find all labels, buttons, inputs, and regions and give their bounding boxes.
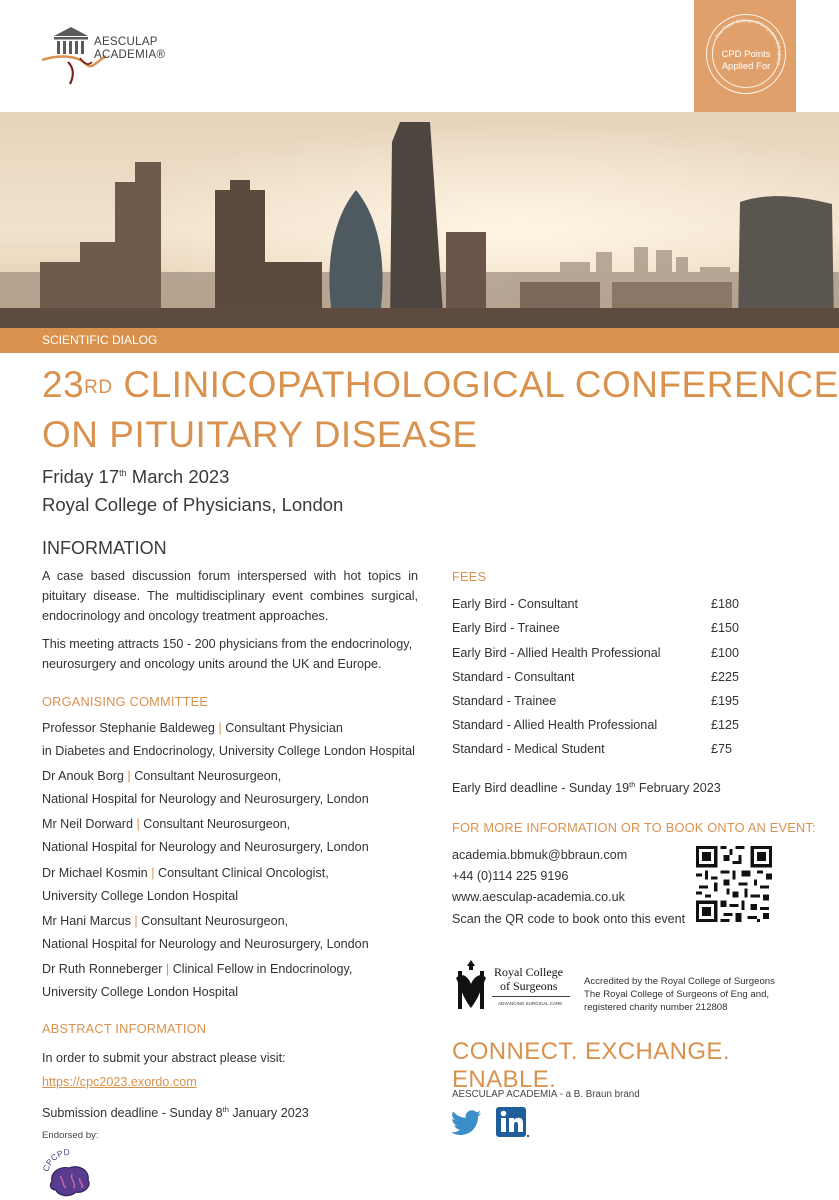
fee-price: £125 <box>711 718 740 732</box>
fee-price: £195 <box>711 694 740 708</box>
member-separator: | <box>134 914 138 928</box>
logo-line-1: AESCULAP <box>94 36 158 48</box>
title-line-1 <box>42 360 839 410</box>
information-paragraph-1: A case based discussion forum interspersed with hot topics in pituitary disease. The multidisciplinary event combines surgical, endocrinology and oncology treatment approaches. <box>42 569 418 623</box>
member-name: Professor Stephanie Baldeweg <box>42 721 215 735</box>
fee-label: Standard - Trainee <box>452 694 557 708</box>
section-label: SCIENTIFIC DIALOG <box>42 333 158 347</box>
cpd-badge <box>694 0 796 112</box>
title-ordinal: RD <box>84 377 113 398</box>
cpcpd-brain-logo <box>40 1146 98 1200</box>
committee-member <box>42 813 422 859</box>
member-role: Clinical Fellow in Endocrinology, <box>172 962 353 976</box>
member-role: Consultant Clinical Oncologist, <box>157 866 329 880</box>
abstract-link[interactable]: https://cpc2023.exordo.com <box>42 1075 197 1089</box>
fee-price: £180 <box>711 597 740 611</box>
svg-text:Royal College: Royal College <box>494 965 563 979</box>
fee-price: £75 <box>711 742 733 756</box>
rcs-seal <box>706 14 786 94</box>
title-number: 23 <box>42 364 85 405</box>
committee-member <box>42 717 422 763</box>
svg-text:CPCPD: CPCPD <box>40 1146 71 1173</box>
logo-line-2: ACADEMIA® <box>94 49 166 61</box>
title-line-2: ON PITUITARY DISEASE <box>42 414 478 455</box>
abstract-heading: ABSTRACT INFORMATION <box>42 1021 207 1036</box>
fee-label: Early Bird - Trainee <box>452 621 560 635</box>
qr-code[interactable] <box>696 846 772 922</box>
fee-label: Standard - Medical Student <box>452 742 605 756</box>
rcs-logo <box>452 956 572 1014</box>
member-affiliation: in Diabetes and Endocrinology, University College London Hospital <box>42 744 415 758</box>
svg-text:The Royal College of Surgeons: The Royal College of Surgeons of England <box>714 17 783 66</box>
tagline: CONNECT. EXCHANGE. ENABLE. <box>452 1038 730 1093</box>
logo-wordmark <box>94 36 165 62</box>
event-venue: Royal College of Physicians, London <box>42 494 344 515</box>
early-bird-deadline <box>452 780 721 795</box>
twitter-icon[interactable] <box>452 1110 482 1136</box>
member-separator: | <box>127 769 131 783</box>
committee-member <box>42 862 422 908</box>
member-name: Dr Anouk Borg <box>42 769 124 783</box>
information-heading: INFORMATION <box>42 538 167 558</box>
london-skyline-image <box>0 112 839 328</box>
accreditation-text <box>584 975 775 1014</box>
abstract-link-wrap <box>42 1072 418 1092</box>
accreditation-line-2: The Royal College of Surgeons of Eng and, <box>584 989 770 1000</box>
brand-line: AESCULAP ACADEMIA - a B. Braun brand <box>452 1089 640 1100</box>
linkedin-icon[interactable] <box>496 1107 530 1139</box>
member-name: Dr Ruth Ronneberger <box>42 962 163 976</box>
event-date <box>42 466 229 488</box>
fee-label: Early Bird - Allied Health Professional <box>452 646 661 660</box>
member-affiliation: University College London Hospital <box>42 985 239 999</box>
fee-price: £225 <box>711 670 740 684</box>
member-role: Consultant Neurosurgeon, <box>143 817 291 831</box>
member-name: Mr Neil Dorward <box>42 817 133 831</box>
contact-phone[interactable]: +44 (0)114 225 9196 <box>452 869 569 883</box>
member-separator: | <box>136 817 140 831</box>
contact-website[interactable]: www.aesculap-academia.co.uk <box>452 890 625 904</box>
contact-email[interactable]: academia.bbmuk@bbraun.com <box>452 848 628 862</box>
date-rest: March 2023 <box>126 466 230 487</box>
svg-text:of Surgeons: of Surgeons <box>500 979 558 993</box>
accreditation-line-1: Accredited by the Royal College of Surgeons <box>584 976 775 987</box>
endorsed-label: Endorsed by: <box>42 1130 99 1141</box>
accreditation-line-3: registered charity number 212808 <box>584 1002 728 1013</box>
deadline-rest: January 2023 <box>228 1106 309 1121</box>
member-affiliation: National Hospital for Neurology and Neurosurgery, London <box>42 937 369 951</box>
early-deadline-prefix: Early Bird deadline - Sunday 19 <box>452 781 630 796</box>
information-paragraph-2: This meeting attracts 150 - 200 physicians from the endocrinology, neurosurgery and oncology units around the UK and Europe. <box>42 637 413 671</box>
member-separator: | <box>165 962 170 976</box>
cpd-line-1: CPD Points <box>721 49 771 60</box>
deadline-ordinal: th <box>222 1105 229 1114</box>
qr-note: Scan the QR code to book onto this event <box>452 912 686 926</box>
title-line-1-rest: CLINICOPATHOLOGICAL CONFERENCE <box>112 364 839 405</box>
conference-title <box>42 360 839 460</box>
member-name: Mr Hani Marcus <box>42 914 131 928</box>
member-role: Consultant Neurosurgeon, <box>141 914 289 928</box>
fee-label: Standard - Consultant <box>452 670 575 684</box>
member-role: Consultant Physician <box>225 721 343 735</box>
submission-deadline <box>42 1100 418 1123</box>
member-affiliation: National Hospital for Neurology and Neurosurgery, London <box>42 792 369 806</box>
abstract-intro: In order to submit your abstract please visit: <box>42 1051 286 1065</box>
member-name: Dr Michael Kosmin <box>42 866 148 880</box>
member-separator: | <box>151 866 155 880</box>
date-day: Friday 17 <box>42 466 120 487</box>
committee-member <box>42 910 422 956</box>
committee-member <box>42 765 422 811</box>
member-affiliation: National Hospital for Neurology and Neurosurgery, London <box>42 840 369 854</box>
date-ordinal: th <box>119 467 127 478</box>
committee-heading: ORGANISING COMMITTEE <box>42 694 209 709</box>
fee-price: £100 <box>711 646 740 660</box>
more-info-heading: FOR MORE INFORMATION OR TO BOOK ONTO AN EVENT: <box>452 820 816 835</box>
member-role: Consultant Neurosurgeon, <box>134 769 282 783</box>
svg-text:ADVANCING SURGICAL CARE: ADVANCING SURGICAL CARE <box>498 1001 563 1006</box>
cpd-text <box>707 49 785 73</box>
fees-heading: FEES <box>452 569 487 584</box>
fee-label: Standard - Allied Health Professional <box>452 718 658 732</box>
deadline-prefix: Submission deadline - Sunday 8 <box>42 1106 223 1121</box>
early-deadline-ordinal: th <box>629 780 636 789</box>
member-separator: | <box>218 721 222 735</box>
cpd-line-2: Applied For <box>721 61 771 72</box>
committee-member <box>42 958 422 1004</box>
early-deadline-rest: February 2023 <box>635 781 721 796</box>
fee-label: Early Bird - Consultant <box>452 597 578 611</box>
fee-price: £150 <box>711 621 740 635</box>
member-affiliation: University College London Hospital <box>42 889 239 903</box>
